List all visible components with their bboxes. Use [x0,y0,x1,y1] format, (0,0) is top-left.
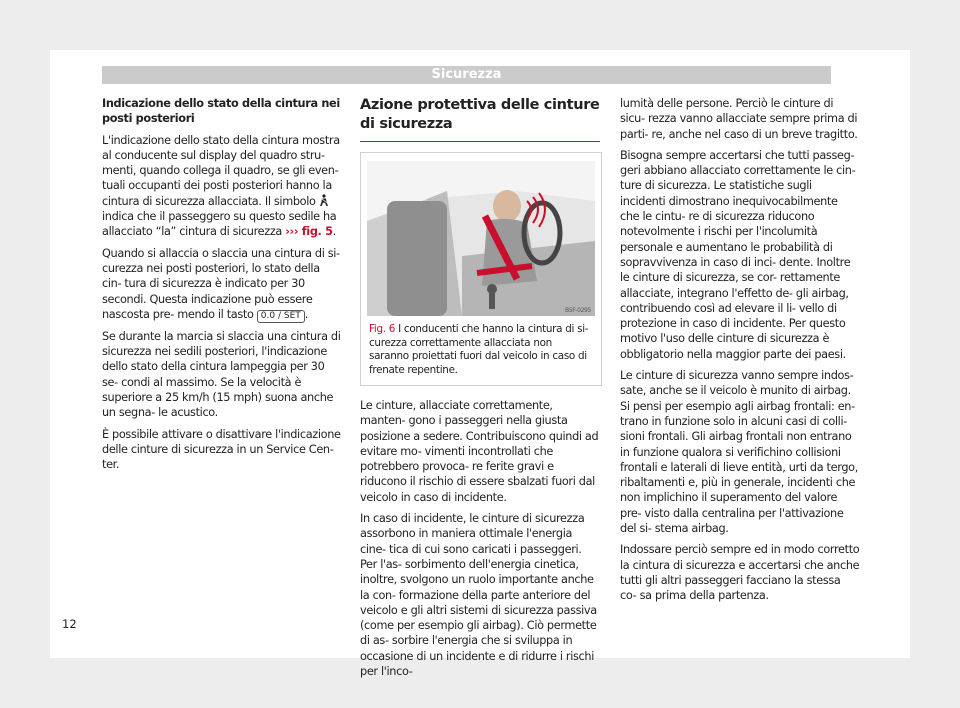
subheading-belt-status: Indicazione dello stato della cintura nei posti posteriori [102,97,340,126]
column-middle [360,96,600,685]
key-0-0-set: 0.0 / SET [257,310,305,323]
figure-label: Fig. 6 [369,323,396,335]
paragraph: Quando si allaccia o slaccia una cintura di si- curezza nei posti posteriori, lo stato della cin- tura di sicurezza è indicato per 30 secondi. Questa indicazione può essere nascosta pre- mendo il tasto 0.0 / SET . [102,246,340,321]
seated-person-belt-icon [319,194,329,207]
section-title: Azione protettiva delle cinture di sicurezza [360,96,600,142]
column-right [620,96,860,610]
column-left [102,96,342,479]
paragraph: Indossare perciò sempre ed in modo corretto la cintura di sicurezza e accertarsi che anche tutti gli altri passeggeri facciano la stessa co- sa prima della partenza. [620,543,860,603]
paragraph: Bisogna sempre accertarsi che tutti passeg- geri abbiano allacciato correttamente le cin- ture di sicurezza. Le statistiche sugli incidenti dimostrano inequivocabilmente che le cintu- re di sicurezza riducono notevolmente i rischi per l'incolumità personale e aumentano le probabilità di sopravvivenza in caso di inci- dente. Inoltre le cinture di sicurezza, se cor- rettamente allacciate, integrano l'effetto de- gli airbag, contribuendo così ad elevare il li- vello di protezione in caso di incidente. Per questo motivo l'uso delle cinture di sicurezza è obbligatorio nella maggior parte dei paesi. [620,148,856,361]
seatbelt-driver-illustration [367,161,595,316]
figure-5-link[interactable]: ››› fig. 5 [285,225,333,239]
paragraph: È possibile attivare o disattivare l'indicazione delle cinture di sicurezza in un Service Cen- ter. [102,427,341,472]
page-number: 12 [62,617,77,631]
figure-6 [360,152,602,386]
paragraph: In caso di incidente, le cinture di sicurezza assorbono in maniera ottimale l'energia cine- tica di cui sono caricati i passeggeri. Per l'as- sorbimento dell'energia cinetica, inoltre, svolgono un ruolo importante anche la con- formazione della parte anteriore del veicolo e gli altri sistemi di sicurezza passiva (come per esempio gli airbag). Ciò permette di as- sorbire l'energia che si sviluppa in occasione di un incidente e di ridurre i rischi per l'inco- [360,512,597,679]
paragraph: Le cinture, allacciate correttamente, manten- gono i passeggeri nella giusta posizione a sedere. Contribuiscono quindi ad evitare mo- vimenti incontrollati che potrebbero provoca- re ferite gravi e riducono il rischio di essere sbalzati fuori dal veicolo in caso di incidente. [360,399,599,504]
paragraph: Se durante la marcia si slaccia una cintura di sicurezza nei sedili posteriori, l'indicazione dello stato della cintura lampeggia per 30 se- condi al massimo. Se la velocità è superiore a 25 km/h (15 mph) suona anche un segna- le acustico. [102,329,341,420]
paragraph: Le cinture di sicurezza vanno sempre indos- sate, anche se il veicolo è munito di airbag. Si pensi per esempio agli airbag frontali: en- trano in funzione solo in alcuni casi di colli- sioni frontali. Gli airbag frontali non entrano in funzione qualora si verifichino collisioni frontali e laterali di lieve entità, urti da tergo, ribaltamenti e, più in generale, incidenti che non implichino il superamento del valore pre- visto dalla centralina per l'attivazione del si- stema airbag. [620,369,858,536]
figure-caption: Fig. 6 I conducenti che hanno la cintura di si- curezza correttamente allacciata non saranno proiettati fuori dal veicolo in caso di frenate repentine. [369,323,589,376]
section-header [102,66,831,84]
section-header-title: Sicurezza [431,67,502,82]
paragraph: L'indicazione dello stato della cintura mostra al conducente sul display del quadro stru- menti, quando collega il quadro, se gli even- tuali occupanti dei posti posteriori hanno la cintura di sicurezza allacciata. Il simbolo indica che il passeggero su questo sedile ha allacciato “la” cintura di sicurezza ››› fig. 5. [102,133,340,239]
paragraph: lumità delle persone. Perciò le cinture di sicu- rezza vanno allacciate sempre prima di parti- re, anche nel caso di un breve tragitto. [620,97,858,141]
figure-image-code: B5F-0295 [564,307,591,314]
